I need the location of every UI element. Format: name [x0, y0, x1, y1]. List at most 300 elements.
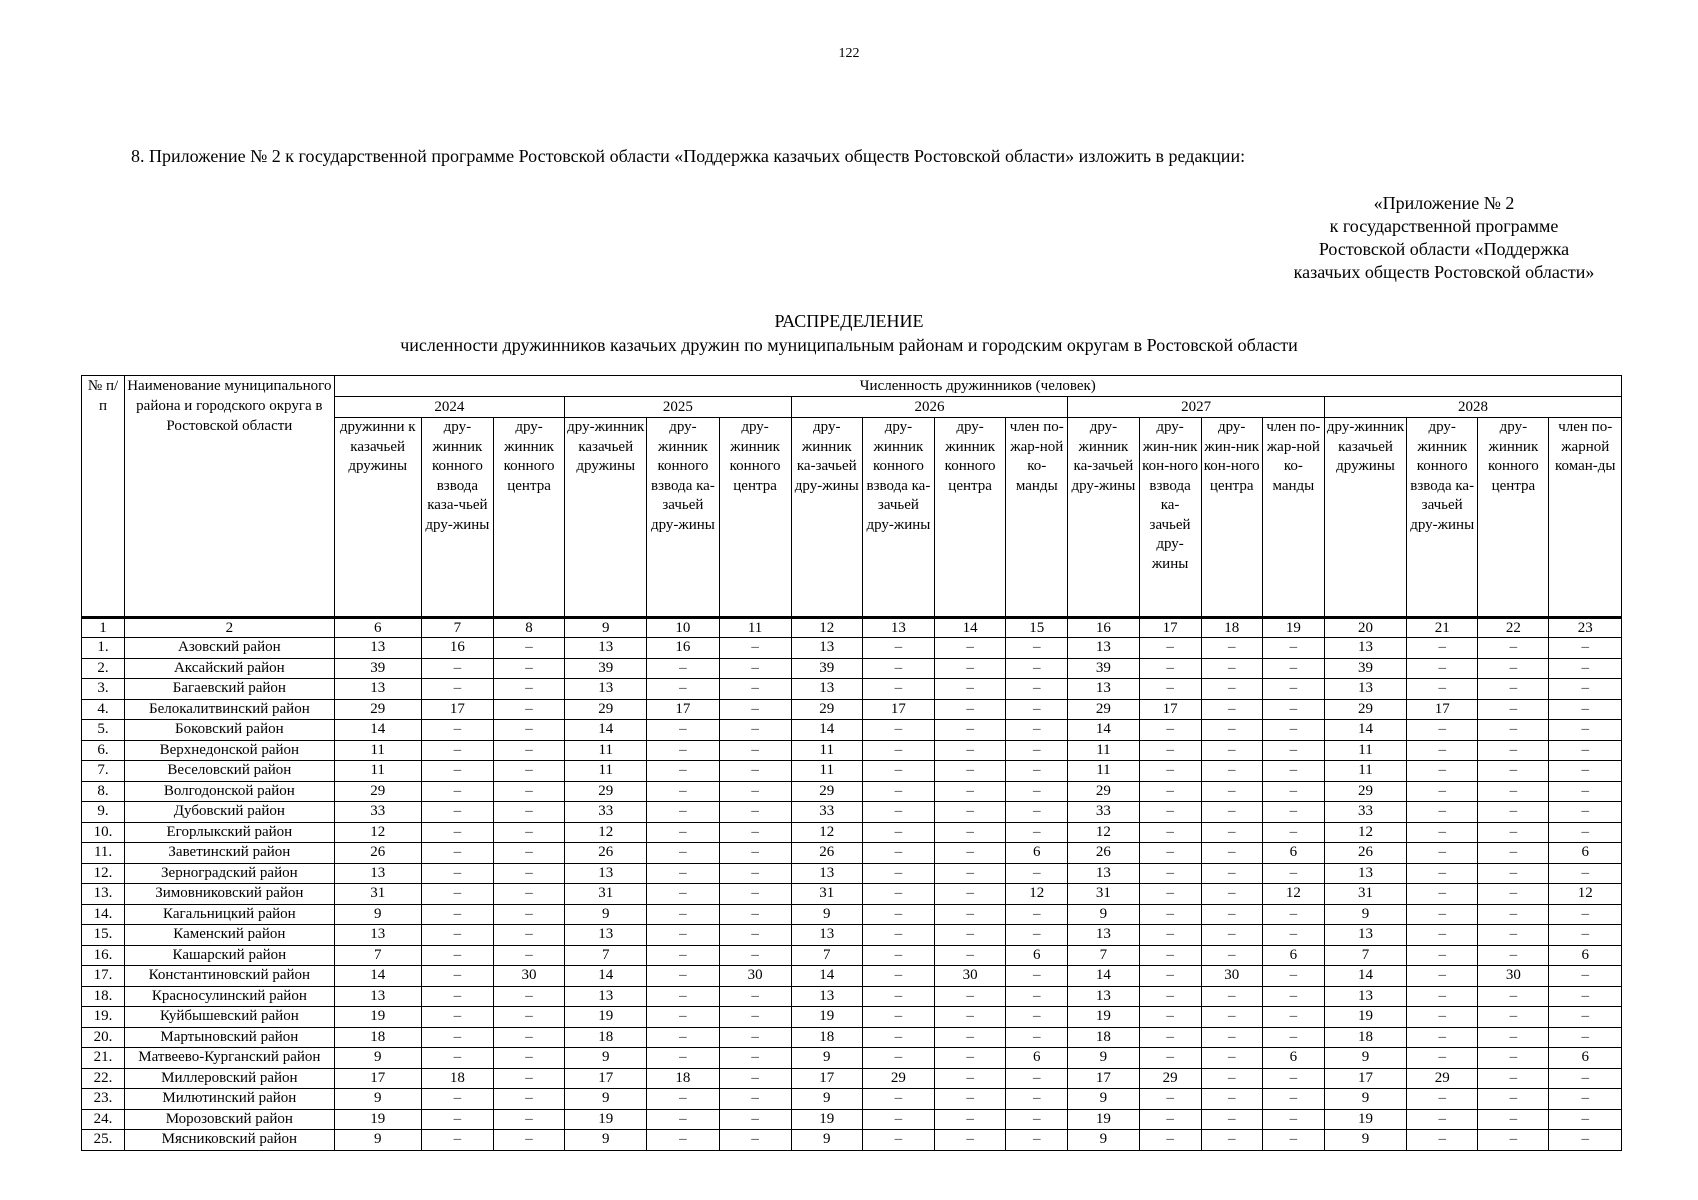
table-cell: – [421, 966, 493, 987]
row-number: 21. [82, 1048, 125, 1069]
table-cell: – [1201, 638, 1262, 659]
table-cell: 13 [1324, 679, 1406, 700]
table-cell: – [421, 904, 493, 925]
table-cell: 13 [565, 986, 647, 1007]
table-cell: 19 [791, 1007, 862, 1028]
column-number: 11 [719, 618, 791, 638]
district-name: Дубовский район [125, 802, 335, 823]
table-cell: – [1407, 802, 1478, 823]
sub-header: дру-жин-ник кон-ного центра [1201, 418, 1262, 618]
table-cell: – [719, 1130, 791, 1151]
district-name: Волгодонской район [125, 781, 335, 802]
table-cell: – [1262, 925, 1324, 946]
table-cell: 9 [565, 1130, 647, 1151]
table-cell: – [1201, 802, 1262, 823]
table-cell: – [1006, 699, 1068, 720]
table-cell: – [1139, 1048, 1201, 1069]
table-cell: 18 [1068, 1027, 1139, 1048]
table-cell: – [1201, 1048, 1262, 1069]
table-cell: – [1478, 679, 1549, 700]
district-name: Мартыновский район [125, 1027, 335, 1048]
table-cell: – [647, 884, 719, 905]
table-row [82, 638, 1622, 659]
table-cell: 29 [565, 781, 647, 802]
table-cell: 14 [791, 720, 862, 741]
row-number: 14. [82, 904, 125, 925]
row-number: 11. [82, 843, 125, 864]
table-cell: 29 [565, 699, 647, 720]
table-cell: – [1201, 1130, 1262, 1151]
table-row [82, 1007, 1622, 1028]
sub-header: дружинни к казачьей дружины [334, 418, 421, 618]
table-row [82, 802, 1622, 823]
table-cell: 9 [334, 1130, 421, 1151]
table-cell: – [647, 904, 719, 925]
district-name: Кашарский район [125, 945, 335, 966]
table-cell: 6 [1549, 843, 1622, 864]
table-cell: – [719, 761, 791, 782]
table-cell: 14 [791, 966, 862, 987]
table-cell: 13 [334, 925, 421, 946]
table-cell: 17 [1139, 699, 1201, 720]
table-cell: 12 [1262, 884, 1324, 905]
table-cell: 12 [1324, 822, 1406, 843]
table-cell: 39 [334, 658, 421, 679]
table-cell: 7 [334, 945, 421, 966]
table-cell: – [935, 802, 1006, 823]
table-cell: – [719, 822, 791, 843]
table-cell: – [1262, 1089, 1324, 1110]
table-cell: 9 [334, 904, 421, 925]
district-name: Каменский район [125, 925, 335, 946]
table-cell: – [421, 986, 493, 1007]
table-cell: 13 [791, 986, 862, 1007]
table-cell: 14 [565, 966, 647, 987]
table-cell: – [1201, 945, 1262, 966]
table-cell: – [1201, 1007, 1262, 1028]
table-cell: – [1201, 658, 1262, 679]
table-cell: – [493, 740, 564, 761]
table-cell: 19 [565, 1007, 647, 1028]
table-cell: – [1478, 1089, 1549, 1110]
table-cell: 11 [791, 740, 862, 761]
table-cell: 33 [1068, 802, 1139, 823]
table-cell: – [1478, 986, 1549, 1007]
table-cell: 7 [1068, 945, 1139, 966]
table-cell: – [1006, 720, 1068, 741]
table-cell: 17 [1068, 1068, 1139, 1089]
table-cell: – [1139, 986, 1201, 1007]
row-number: 19. [82, 1007, 125, 1028]
appendix-line-1: «Приложение № 2 [1373, 193, 1515, 213]
table-cell: – [1262, 802, 1324, 823]
row-number: 18. [82, 986, 125, 1007]
table-cell: – [1201, 1089, 1262, 1110]
column-number: 21 [1407, 618, 1478, 638]
table-cell: – [719, 720, 791, 741]
table-cell: 9 [1068, 904, 1139, 925]
table-cell: 18 [1324, 1027, 1406, 1048]
table-cell: 6 [1549, 1048, 1622, 1069]
table-cell: – [1139, 1130, 1201, 1151]
table-row [82, 986, 1622, 1007]
table-cell: – [1139, 822, 1201, 843]
table-cell: – [719, 945, 791, 966]
table-cell: 6 [1006, 843, 1068, 864]
table-cell: – [493, 1027, 564, 1048]
table-cell: – [493, 925, 564, 946]
table-cell: – [1006, 1007, 1068, 1028]
table-row [82, 761, 1622, 782]
column-number: 18 [1201, 618, 1262, 638]
table-cell: – [1201, 986, 1262, 1007]
table-cell: 13 [565, 679, 647, 700]
table-cell: – [862, 904, 934, 925]
table-row [82, 1027, 1622, 1048]
table-cell: – [1006, 761, 1068, 782]
table-cell: – [493, 884, 564, 905]
row-number: 15. [82, 925, 125, 946]
table-cell: – [647, 822, 719, 843]
appendix-line-3: Ростовской области «Поддержка [1318, 239, 1570, 259]
district-name: Азовский район [125, 638, 335, 659]
sub-header: дру-жинник казачьей дружины [1324, 418, 1406, 618]
table-cell: 31 [1324, 884, 1406, 905]
row-number: 6. [82, 740, 125, 761]
table-cell: – [719, 986, 791, 1007]
table-cell: – [862, 1109, 934, 1130]
table-cell: – [1407, 679, 1478, 700]
table-cell: – [935, 658, 1006, 679]
table-cell: – [935, 679, 1006, 700]
table-cell: – [1407, 863, 1478, 884]
table-cell: – [862, 658, 934, 679]
table-cell: – [1139, 966, 1201, 987]
table-cell: – [647, 761, 719, 782]
sub-header: дру-жинник конного центра [493, 418, 564, 618]
table-cell: 18 [647, 1068, 719, 1089]
row-number: 7. [82, 761, 125, 782]
table-cell: 6 [1006, 945, 1068, 966]
table-cell: – [1549, 925, 1622, 946]
table-cell: 39 [1324, 658, 1406, 679]
table-cell: – [1262, 679, 1324, 700]
table-cell: – [719, 1027, 791, 1048]
table-cell: 13 [1068, 638, 1139, 659]
table-cell: – [493, 1109, 564, 1130]
table-cell: 18 [334, 1027, 421, 1048]
table-cell: – [1407, 925, 1478, 946]
table-cell: – [421, 945, 493, 966]
table-cell: – [1006, 679, 1068, 700]
table-cell: – [1549, 761, 1622, 782]
table-cell: – [719, 658, 791, 679]
year-header: 2024 [334, 397, 565, 418]
table-cell: – [1201, 863, 1262, 884]
table-cell: – [1478, 945, 1549, 966]
table-cell: – [1549, 1130, 1622, 1151]
table-cell: – [647, 720, 719, 741]
table-cell: 11 [565, 761, 647, 782]
page-number: 122 [838, 46, 860, 61]
appendix-caption [1254, 192, 1634, 284]
table-cell: – [1549, 904, 1622, 925]
table-cell: 31 [791, 884, 862, 905]
row-number: 1. [82, 638, 125, 659]
table-cell: – [1549, 638, 1622, 659]
table-cell: – [719, 781, 791, 802]
group-header: Численность дружинников (человек) [334, 376, 1621, 397]
table-cell: – [493, 1089, 564, 1110]
table-cell: 6 [1549, 945, 1622, 966]
table-cell: 11 [1324, 761, 1406, 782]
table-cell: – [862, 966, 934, 987]
sub-header: дру-жинник конного взвода ка-зачьей дру-жины [1407, 418, 1478, 618]
year-header: 2027 [1068, 397, 1325, 418]
table-cell: 9 [565, 1048, 647, 1069]
col-name-header: Наименование муниципального района и городского округа в Ростовской области [125, 376, 335, 618]
table-cell: – [1478, 1048, 1549, 1069]
table-cell: – [1139, 761, 1201, 782]
table-cell: 9 [565, 1089, 647, 1110]
district-name: Белокалитвинский район [125, 699, 335, 720]
table-cell: – [647, 863, 719, 884]
table-cell: – [1407, 761, 1478, 782]
table-cell: 26 [334, 843, 421, 864]
table-cell: – [1549, 781, 1622, 802]
table-cell: 30 [935, 966, 1006, 987]
table-cell: – [1262, 1068, 1324, 1089]
table-cell: – [647, 679, 719, 700]
table-cell: – [1006, 781, 1068, 802]
table-cell: 33 [334, 802, 421, 823]
table-cell: – [1006, 1089, 1068, 1110]
table-cell: – [493, 1007, 564, 1028]
table-cell: 13 [334, 986, 421, 1007]
table-cell: – [1201, 1068, 1262, 1089]
row-number: 12. [82, 863, 125, 884]
table-cell: 26 [791, 843, 862, 864]
column-number: 6 [334, 618, 421, 638]
table-cell: – [647, 1130, 719, 1151]
table-cell: – [935, 1027, 1006, 1048]
table-cell: – [862, 1089, 934, 1110]
table-cell: 9 [1068, 1048, 1139, 1069]
table-cell: – [1262, 638, 1324, 659]
table-cell: – [493, 802, 564, 823]
table-cell: 12 [791, 822, 862, 843]
row-number: 22. [82, 1068, 125, 1089]
table-cell: – [1006, 802, 1068, 823]
table-cell: – [719, 802, 791, 823]
table-row [82, 699, 1622, 720]
table-cell: 13 [334, 638, 421, 659]
table-cell: – [1006, 986, 1068, 1007]
table-cell: 14 [1324, 720, 1406, 741]
table-cell: – [647, 658, 719, 679]
table-cell: – [1139, 1007, 1201, 1028]
table-cell: – [493, 1068, 564, 1089]
table-cell: – [1407, 904, 1478, 925]
table-cell: – [421, 1048, 493, 1069]
table-cell: 18 [421, 1068, 493, 1089]
district-name: Матвеево-Курганский район [125, 1048, 335, 1069]
column-number: 8 [493, 618, 564, 638]
table-cell: – [1139, 740, 1201, 761]
table-cell: – [935, 720, 1006, 741]
table-cell: – [1478, 1109, 1549, 1130]
column-number: 19 [1262, 618, 1324, 638]
table-cell: – [421, 925, 493, 946]
table-cell: – [862, 720, 934, 741]
year-header: 2025 [565, 397, 792, 418]
table-row [82, 884, 1622, 905]
table-cell: 11 [334, 761, 421, 782]
table-cell: 29 [1324, 699, 1406, 720]
table-row [82, 1130, 1622, 1151]
table-cell: 29 [334, 699, 421, 720]
table-row [82, 904, 1622, 925]
table-cell: – [862, 843, 934, 864]
table-cell: – [421, 761, 493, 782]
table-cell: 11 [334, 740, 421, 761]
row-number: 16. [82, 945, 125, 966]
intro-paragraph: 8. Приложение № 2 к государственной программе Ростовской области «Поддержка казачьих обществ Ростовской области» изложить в редакции: [131, 146, 1246, 166]
table-cell: – [719, 884, 791, 905]
table-cell: – [862, 740, 934, 761]
table-cell: – [1006, 904, 1068, 925]
table-cell: 13 [334, 679, 421, 700]
table-cell: 33 [791, 802, 862, 823]
table-cell: – [862, 802, 934, 823]
row-number: 25. [82, 1130, 125, 1151]
table-cell: 13 [791, 679, 862, 700]
table-cell: 17 [1407, 699, 1478, 720]
table-row [82, 843, 1622, 864]
district-name: Аксайский район [125, 658, 335, 679]
table-cell: – [935, 904, 1006, 925]
column-number: 13 [862, 618, 934, 638]
table-cell: 13 [1068, 925, 1139, 946]
table-cell: – [421, 740, 493, 761]
table-cell: – [1201, 822, 1262, 843]
row-number: 5. [82, 720, 125, 741]
table-cell: – [647, 966, 719, 987]
table-cell: – [1549, 658, 1622, 679]
table-cell: 13 [565, 638, 647, 659]
table-row [82, 822, 1622, 843]
table-cell: – [421, 1130, 493, 1151]
table-cell: – [1139, 884, 1201, 905]
table-cell: – [1262, 1130, 1324, 1151]
table-cell: – [493, 1130, 564, 1151]
table-cell: – [421, 863, 493, 884]
table-cell: – [1262, 863, 1324, 884]
table-cell: – [1407, 843, 1478, 864]
table-cell: 33 [565, 802, 647, 823]
table-cell: – [1201, 1109, 1262, 1130]
table-cell: – [1139, 720, 1201, 741]
table-cell: – [1201, 925, 1262, 946]
table-cell: 13 [1324, 986, 1406, 1007]
district-name: Боковский район [125, 720, 335, 741]
table-cell: 19 [1324, 1109, 1406, 1130]
table-cell: 30 [493, 966, 564, 987]
sub-header: дру-жинник конного взвода ка-зачьей дру-жины [647, 418, 719, 618]
table-cell: – [935, 925, 1006, 946]
table-cell: – [1139, 638, 1201, 659]
table-cell: – [493, 638, 564, 659]
table-cell: – [862, 925, 934, 946]
table-cell: 9 [334, 1048, 421, 1069]
table-cell: 11 [565, 740, 647, 761]
table-cell: 18 [791, 1027, 862, 1048]
table-cell: 14 [565, 720, 647, 741]
table-cell: – [493, 699, 564, 720]
table-cell: – [1549, 966, 1622, 987]
district-name: Егорлыкский район [125, 822, 335, 843]
table-cell: 12 [334, 822, 421, 843]
table-cell: – [1407, 658, 1478, 679]
table-cell: – [935, 638, 1006, 659]
table-cell: – [647, 1109, 719, 1130]
table-cell: – [935, 1089, 1006, 1110]
table-cell: – [862, 1007, 934, 1028]
table-cell: – [719, 904, 791, 925]
table-cell: – [1006, 1027, 1068, 1048]
table-cell: 17 [421, 699, 493, 720]
table-cell: – [719, 638, 791, 659]
table-cell: – [493, 945, 564, 966]
table-cell: 9 [791, 1089, 862, 1110]
sub-header: дру-жинник конного взвода каза-чьей дру-жины [421, 418, 493, 618]
table-cell: 14 [334, 720, 421, 741]
table-cell: 13 [1324, 863, 1406, 884]
district-name: Багаевский район [125, 679, 335, 700]
table-cell: 13 [565, 925, 647, 946]
table-cell: 7 [1324, 945, 1406, 966]
table-cell: – [935, 945, 1006, 966]
table-cell: 29 [791, 781, 862, 802]
table-cell: – [1549, 699, 1622, 720]
table-cell: – [1549, 679, 1622, 700]
table-cell: – [1549, 822, 1622, 843]
table-cell: – [493, 761, 564, 782]
table-cell: – [1006, 638, 1068, 659]
table-cell: – [1478, 1007, 1549, 1028]
table-cell: – [862, 1048, 934, 1069]
sub-header: дру-жинник конного центра [719, 418, 791, 618]
table-cell: – [719, 1109, 791, 1130]
row-number: 3. [82, 679, 125, 700]
table-cell: – [421, 1109, 493, 1130]
table-cell: 7 [791, 945, 862, 966]
table-cell: – [421, 658, 493, 679]
district-name: Заветинский район [125, 843, 335, 864]
table-cell: – [1549, 740, 1622, 761]
table-cell: – [1407, 781, 1478, 802]
table-cell: – [1407, 822, 1478, 843]
table-cell: – [935, 1068, 1006, 1089]
table-cell: – [862, 1027, 934, 1048]
table-cell: – [935, 761, 1006, 782]
table-row [82, 720, 1622, 741]
table-cell: – [1139, 802, 1201, 823]
table-cell: 9 [1324, 1130, 1406, 1151]
table-row [82, 679, 1622, 700]
table-cell: 29 [1068, 781, 1139, 802]
table-cell: – [1478, 720, 1549, 741]
